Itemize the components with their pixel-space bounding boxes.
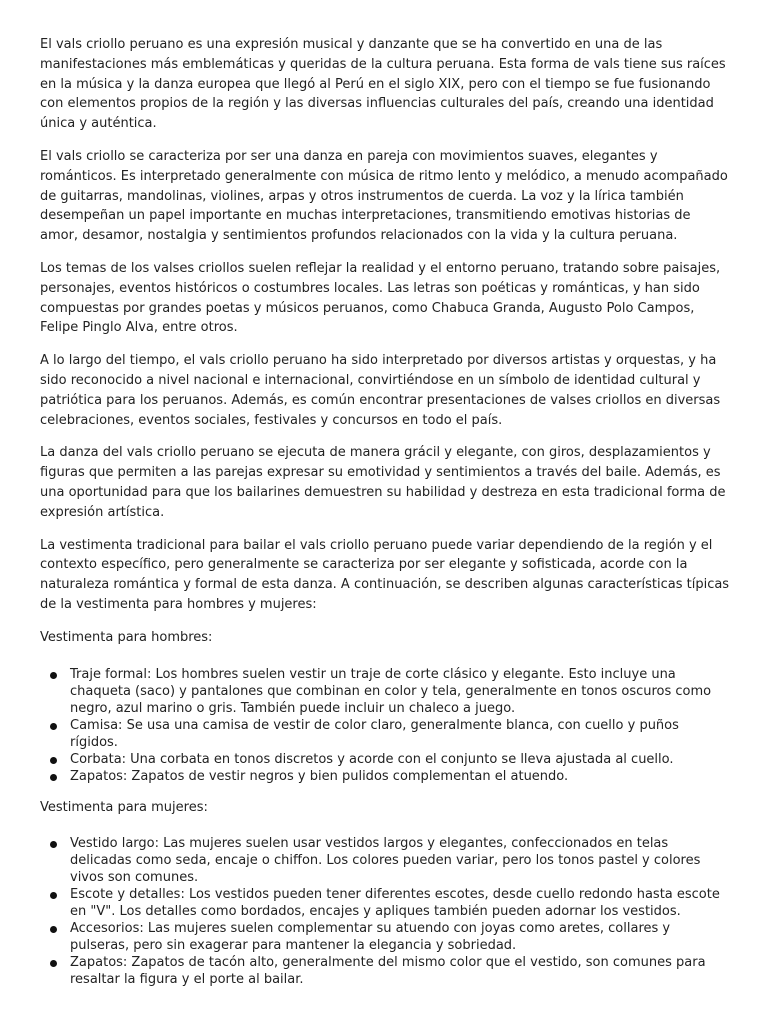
list-item <box>40 666 730 717</box>
bullet-icon <box>50 757 57 764</box>
bullet-icon <box>50 774 57 781</box>
list-item <box>40 717 730 751</box>
paragraph: La danza del vals criollo peruano se ejecuta de manera grácil y elegante, con giros, desplazamientos y figuras que permiten a las parejas expresar su emotividad y sentimientos a través del baile. Además, es una oportunidad para que los bailarines demuestren su habilidad y destreza en esta tradicional forma de expresión artística. <box>40 445 726 520</box>
bullet-icon <box>50 841 57 848</box>
bullet-icon <box>50 960 57 967</box>
paragraph: El vals criollo peruano es una expresión musical y danzante que se ha convertido en una de las manifestaciones más emblemáticas y queridas de la cultura peruana. Esta forma de vals tiene sus raíces en la música y la danza europea que llegó al Perú en el siglo XIX, pero con el tiempo se fue fusionando con elementos propios de la región y las diversas influencias culturales del país, creando una identidad única y auténtica. <box>40 37 726 132</box>
list-item <box>40 886 730 920</box>
paragraph: El vals criollo se caracteriza por ser una danza en pareja con movimientos suaves, elegantes y románticos. Es interpretado generalmente con música de ritmo lento y melódico, a menudo acompañado de guitarras, mandolinas, violines, arpas y otros instrumentos de cuerda. La voz y la lírica también desempeñan un papel importante en muchas interpretaciones, transmitiendo emotivas historias de amor, desamor, nostalgia y sentimientos profundos relacionados con la vida y la cultura peruana. <box>40 148 728 244</box>
paragraph: La vestimenta tradicional para bailar el vals criollo peruano puede variar dependiendo de la región y el contexto específico, pero generalmente se caracteriza por ser elegante y sofisticada, acorde con la naturaleza romántica y formal de esta danza. A continuación, se describen algunas características típicas de la vestimenta para hombres y mujeres: <box>40 537 730 612</box>
list-item-text: Camisa: Se usa una camisa de vestir de color claro, generalmente blanca, con cuello y puños rígidos. <box>70 717 679 750</box>
list-item-text: Accesorios: Las mujeres suelen complementar su atuendo con joyas como aretes, collares y pulseras, pero sin exagerar para mantener la elegancia y sobriedad. <box>70 921 671 954</box>
list-item <box>40 835 730 886</box>
women-clothing-list <box>40 835 730 988</box>
list-item-text: Zapatos: Zapatos de vestir negros y bien pulidos complementan el atuendo. <box>70 768 569 784</box>
list-item <box>40 954 730 988</box>
men-clothing-heading: Vestimenta para hombres: <box>40 629 213 645</box>
bullet-icon <box>50 892 57 899</box>
bullet-icon <box>50 672 57 679</box>
men-clothing-list <box>40 666 730 785</box>
paragraph: A lo largo del tiempo, el vals criollo peruano ha sido interpretado por diversos artistas y orquestas, y ha sido reconocido a nivel nacional e internacional, convirtiéndose en un símbolo de identidad cultural y patriótica para los peruanos. Además, es común encontrar presentaciones de valses criollos en diversas celebraciones, eventos sociales, festivales y concursos en todo el país. <box>40 353 721 428</box>
bullet-icon <box>50 926 57 933</box>
paragraph: Los temas de los valses criollos suelen reflejar la realidad y el entorno peruano, tratando sobre paisajes, personajes, eventos históricos o costumbres locales. Las letras son poéticas y románticas, y han sido compuestas por grandes poetas y músicos peruanos, como Chabuca Granda, Augusto Polo Campos, Felipe Pinglo Alva, entre otros. <box>40 260 721 336</box>
women-clothing-heading: Vestimenta para mujeres: <box>40 799 208 815</box>
list-item-text: Zapatos: Zapatos de tacón alto, generalmente del mismo color que el vestido, son comunes para resaltar la figura y el porte al bailar. <box>70 955 706 988</box>
list-item-text: Traje formal: Los hombres suelen vestir un traje de corte clásico y elegante. Esto incluye una chaqueta (saco) y pantalones que combinan en color y tela, generalmente en tonos oscuros como negro, azul marino o gris. También puede incluir un chaleco a juego. <box>70 666 712 716</box>
list-item-text: Escote y detalles: Los vestidos pueden tener diferentes escotes, desde cuello redondo hasta escote en "V". Los detalles como bordados, encajes y apliques también pueden adornar los vestidos. <box>70 887 720 920</box>
list-item <box>40 751 730 768</box>
document-page <box>40 35 730 1001</box>
list-item-text: Vestido largo: Las mujeres suelen usar vestidos largos y elegantes, confeccionados en telas delicadas como seda, encaje o chiffon. Los colores pueden variar, pero los tonos pastel y colores vivos son comunes. <box>70 836 701 886</box>
bullet-icon <box>50 723 57 730</box>
list-item-text: Corbata: Una corbata en tonos discretos y acorde con el conjunto se lleva ajustada al cuello. <box>70 751 674 767</box>
list-item <box>40 920 730 954</box>
list-item <box>40 768 730 785</box>
